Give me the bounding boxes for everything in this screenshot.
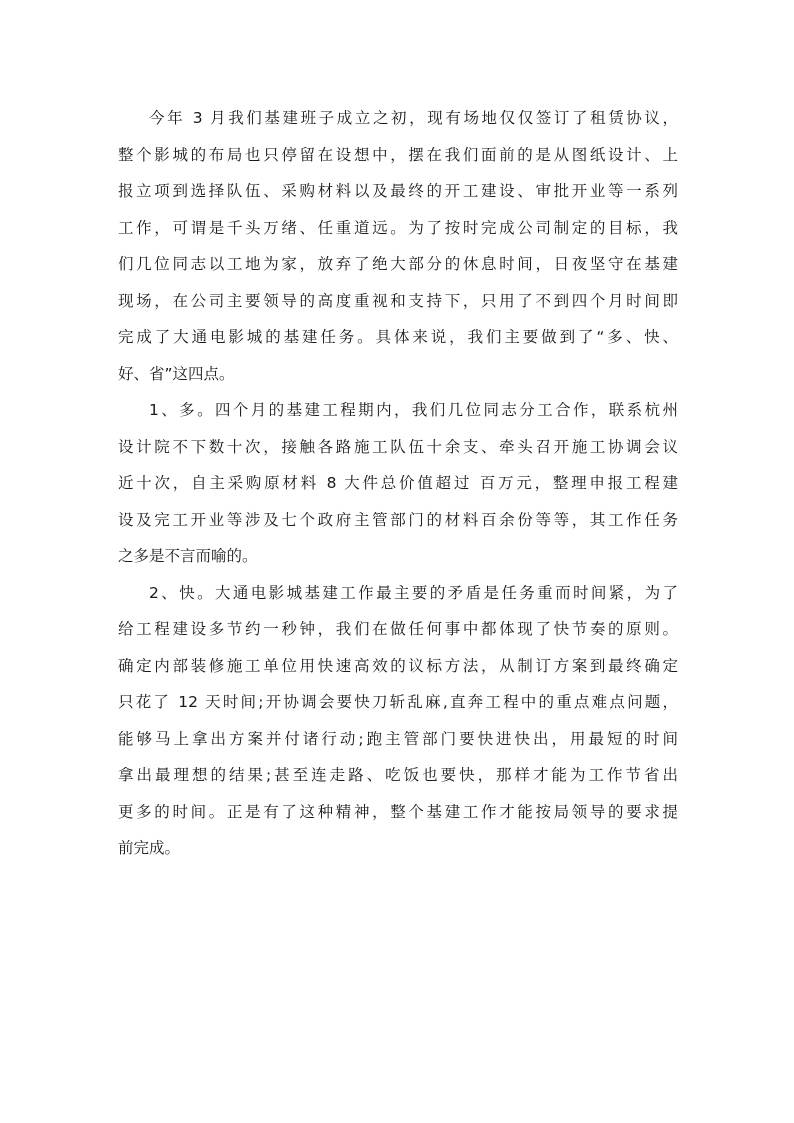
text-line: 近十次，自主采购原材料 8 大件总价值超过 百万元，整理申报工程建 — [118, 474, 678, 492]
text-line: 能够马上拿出方案并付诸行动;跑主管部门要快进快出，用最短的时间 — [118, 729, 678, 748]
paragraph-intro — [118, 100, 678, 392]
text-line: 只花了 12 天时间;开协调会要快刀斩乱麻,直奔工程中的重点难点问题， — [118, 693, 678, 711]
text-line: 更多的时间。正是有了这种精神，整个基建工作才能按局领导的要求提 — [118, 802, 678, 821]
text-line: 工作，可谓是千头万绪、任重道远。为了按时完成公司制定的目标，我 — [118, 218, 678, 237]
text-line: 今年 3 月我们基建班子成立之初，现有场地仅仅签订了租赁协议， — [149, 109, 678, 127]
text-line: 完成了大通电影城的基建任务。具体来说，我们主要做到了“多、快、 — [118, 328, 678, 346]
text-line: 之多是不言而喻的。 — [118, 547, 258, 565]
text-line: 好、省”这四点。 — [118, 364, 235, 383]
text-line: 拿出最理想的结果;甚至连走路、吃饭也要快，那样才能为工作节省出 — [118, 766, 678, 784]
paragraph-point-more — [118, 392, 678, 575]
text-line: 前完成。 — [118, 839, 181, 857]
paragraph-point-fast — [118, 575, 678, 867]
text-line: 2、快。大通电影城基建工作最主要的矛盾是任务重而时间紧，为了 — [149, 583, 678, 602]
text-line: 设计院不下数十次，接触各路施工队伍十余支、牵头召开施工协调会议 — [118, 437, 678, 456]
text-line: 现场，在公司主要领导的高度重视和支持下，只用了不到四个月时间即 — [118, 291, 678, 310]
text-line: 设及完工开业等涉及七个政府主管部门的材料百余份等等，其工作任务 — [118, 510, 678, 529]
text-line: 报立项到选择队伍、采购材料以及最终的开工建设、审批开业等一系列 — [118, 182, 678, 200]
text-line: 整个影城的布局也只停留在设想中，摆在我们面前的是从图纸设计、上 — [118, 145, 678, 164]
text-line: 1、多。四个月的基建工程期内，我们几位同志分工合作，联系杭州 — [149, 401, 678, 419]
text-line: 确定内部装修施工单位用快速高效的议标方法，从制订方案到最终确定 — [118, 656, 678, 675]
text-line: 们几位同志以工地为家，放弃了绝大部分的休息时间，日夜坚守在基建 — [118, 255, 678, 273]
document-body — [118, 100, 678, 867]
text-line: 给工程建设多节约一秒钟，我们在做任何事中都体现了快节奏的原则。 — [118, 620, 678, 638]
